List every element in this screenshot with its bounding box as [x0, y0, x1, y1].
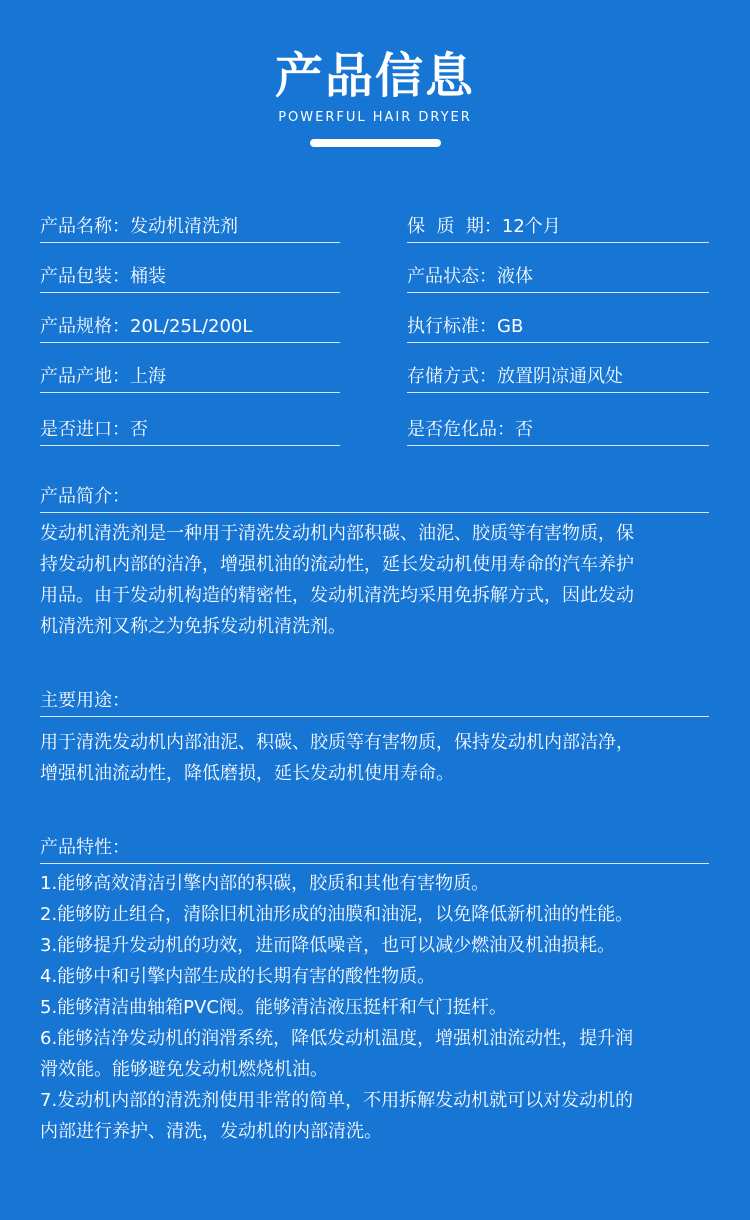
intro-line: 机清洗剂又称之为免拆发动机清洗剂。 [40, 616, 346, 637]
field-state [407, 262, 709, 293]
features-list [40, 868, 712, 1147]
field-storage [407, 362, 709, 393]
field-label: 是否危化品： [407, 419, 515, 440]
title-underline [310, 139, 441, 147]
usage-heading: 主要用途： [40, 686, 709, 717]
feature-line: 内部进行养护、清洗，发动机的内部清洗。 [40, 1121, 382, 1142]
feature-line: 4.能够中和引擎内部生成的长期有害的酸性物质。 [40, 966, 436, 987]
field-value: 放置阴凉通风处 [497, 366, 623, 387]
field-label: 产品状态： [407, 266, 497, 287]
intro-line: 持发动机内部的洁净，增强机油的流动性，延长发动机使用寿命的汽车养护 [40, 554, 634, 575]
field-value: 液体 [497, 266, 533, 287]
field-label: 保 质 期： [407, 216, 502, 237]
field-label: 产品产地： [40, 366, 130, 387]
field-label: 产品包装： [40, 266, 130, 287]
field-label: 产品名称： [40, 216, 130, 237]
field-standard [407, 312, 709, 343]
feature-line: 5.能够清洁曲轴箱PVC阀。能够清洁液压挺杆和气门挺杆。 [40, 997, 507, 1018]
field-value: 否 [515, 419, 533, 440]
field-package [40, 262, 340, 293]
page-title: 产品信息 [274, 48, 475, 104]
field-origin [40, 362, 340, 393]
feature-line: 7.发动机内部的清洗剂使用非常的简单，不用拆解发动机就可以对发动机的 [40, 1090, 634, 1111]
feature-line: 2.能够防止组合，清除旧机油形成的油膜和油泥，以免降低新机油的性能。 [40, 904, 634, 925]
field-imported [40, 415, 340, 446]
page-subtitle: POWERFUL HAIR DRYER [278, 110, 472, 125]
field-value: 上海 [130, 366, 166, 387]
field-value: 桶装 [130, 266, 166, 287]
field-value: 12个月 [501, 216, 561, 237]
feature-line: 3.能够提升发动机的功效，进而降低噪音，也可以减少燃油及机油损耗。 [40, 935, 616, 956]
field-label: 是否进口： [40, 419, 130, 440]
usage-line: 用于清洗发动机内部油泥、积碳、胶质等有害物质，保持发动机内部洁净， [40, 732, 634, 753]
field-label: 产品规格： [40, 316, 130, 337]
features-heading: 产品特性： [40, 833, 709, 864]
intro-line: 用品。由于发动机构造的精密性，发动机清洗均采用免拆解方式，因此发动 [40, 585, 634, 606]
field-value: 否 [130, 419, 148, 440]
field-label: 存储方式： [407, 366, 497, 387]
field-label: 执行标准： [407, 316, 497, 337]
feature-line: 1.能够高效清洁引擎内部的积碳，胶质和其他有害物质。 [40, 873, 490, 894]
intro-line: 发动机清洗剂是一种用于清洗发动机内部积碳、油泥、胶质等有害物质，保 [40, 523, 634, 544]
field-value: GB [497, 316, 524, 337]
feature-line: 6.能够洁净发动机的润滑系统，降低发动机温度，增强机油流动性，提升润 [40, 1028, 634, 1049]
usage-line: 增强机油流动性，降低磨损，延长发动机使用寿命。 [40, 763, 454, 784]
feature-line: 滑效能。能够避免发动机燃烧机油。 [40, 1059, 328, 1080]
field-spec [40, 312, 340, 343]
usage-paragraph [40, 727, 712, 789]
field-shelf-life [407, 212, 709, 243]
intro-heading: 产品简介： [40, 482, 709, 513]
field-value: 发动机清洗剂 [130, 216, 238, 237]
intro-paragraph [40, 518, 712, 642]
field-value: 20L/25L/200L [130, 316, 253, 337]
field-product-name [40, 212, 340, 243]
field-hazardous [407, 415, 709, 446]
